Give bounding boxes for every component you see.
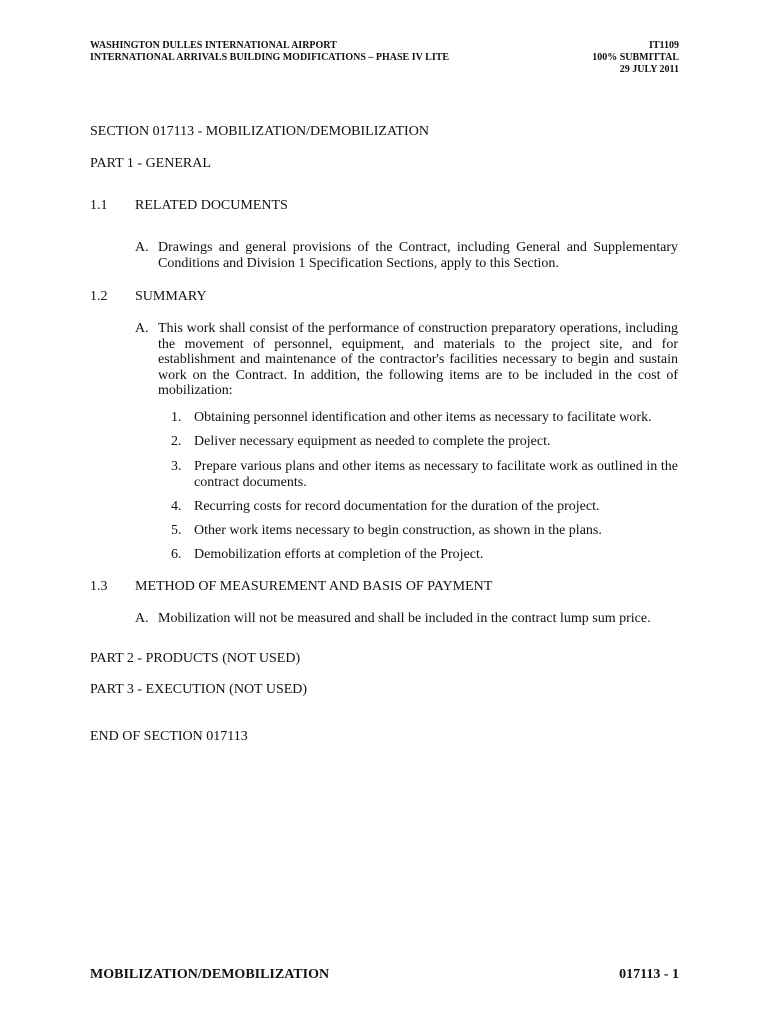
list-item-text: Obtaining personnel identification and other items as necessary to facilitate work. bbox=[194, 410, 652, 425]
article-1-3-heading bbox=[90, 579, 492, 595]
header-submittal: 100% SUBMITTAL bbox=[592, 52, 679, 63]
page-header-right bbox=[592, 40, 679, 76]
page-header-left bbox=[90, 40, 449, 64]
paragraph-marker: A. bbox=[135, 321, 149, 336]
article-1-2-heading bbox=[90, 289, 207, 305]
end-of-section: END OF SECTION 017113 bbox=[90, 729, 248, 744]
paragraph-marker: A. bbox=[135, 240, 149, 255]
part-3-heading: PART 3 - EXECUTION (NOT USED) bbox=[90, 682, 308, 697]
footer-page-number: 017113 - 1 bbox=[619, 967, 679, 982]
list-item-text: Other work items necessary to begin construction, as shown in the plans. bbox=[194, 523, 602, 538]
paragraph-marker: A. bbox=[135, 611, 149, 626]
article-title: RELATED DOCUMENTS bbox=[135, 198, 288, 213]
header-project: INTERNATIONAL ARRIVALS BUILDING MODIFICATIONS – PHASE IV LITE bbox=[90, 52, 450, 63]
summary-paragraph: This work shall consist of the performance of construction preparatory operations, including the movement of personnel, equipment, and materials to the project site, and for establishment and maintenance of the contractor's facilities necessary to begin and sustain work on the Contract. In addition, the following items are to be included in the cost of mobilization: bbox=[158, 321, 678, 398]
article-title: SUMMARY bbox=[135, 289, 207, 304]
measurement-paragraph: Mobilization will not be measured and shall be included in the contract lump sum price. bbox=[158, 611, 651, 626]
list-item-number: 6. bbox=[171, 547, 182, 562]
part-2-heading: PART 2 - PRODUCTS (NOT USED) bbox=[90, 651, 301, 666]
article-number: 1.2 bbox=[90, 289, 108, 304]
header-project-number: IT1109 bbox=[648, 40, 679, 51]
list-item-number: 1. bbox=[171, 410, 182, 425]
list-item-number: 5. bbox=[171, 523, 182, 538]
header-airport: WASHINGTON DULLES INTERNATIONAL AIRPORT bbox=[90, 40, 337, 51]
related-documents-paragraph: Drawings and general provisions of the Contract, including General and Supplementary Conditions and Division 1 Specification Sections, apply to this Section. bbox=[158, 240, 678, 271]
footer-section-name: MOBILIZATION/DEMOBILIZATION bbox=[90, 967, 330, 982]
list-item-text: Demobilization efforts at completion of the Project. bbox=[194, 547, 484, 562]
article-number: 1.1 bbox=[90, 198, 108, 213]
list-item-text: Recurring costs for record documentation for the duration of the project. bbox=[194, 499, 600, 514]
article-1-1-heading bbox=[90, 198, 288, 214]
list-item-text: Prepare various plans and other items as necessary to facilitate work as outlined in the contract documents. bbox=[194, 459, 678, 490]
part-1-heading: PART 1 - GENERAL bbox=[90, 156, 211, 171]
list-item-number: 2. bbox=[171, 434, 182, 449]
article-title: METHOD OF MEASUREMENT AND BASIS OF PAYMENT bbox=[135, 579, 493, 594]
list-item-text: Deliver necessary equipment as needed to complete the project. bbox=[194, 434, 551, 449]
list-item-number: 4. bbox=[171, 499, 182, 514]
section-title: SECTION 017113 - MOBILIZATION/DEMOBILIZATION bbox=[90, 124, 429, 139]
article-number: 1.3 bbox=[90, 579, 108, 594]
list-item-number: 3. bbox=[171, 459, 182, 474]
header-date: 29 JULY 2011 bbox=[619, 64, 679, 75]
